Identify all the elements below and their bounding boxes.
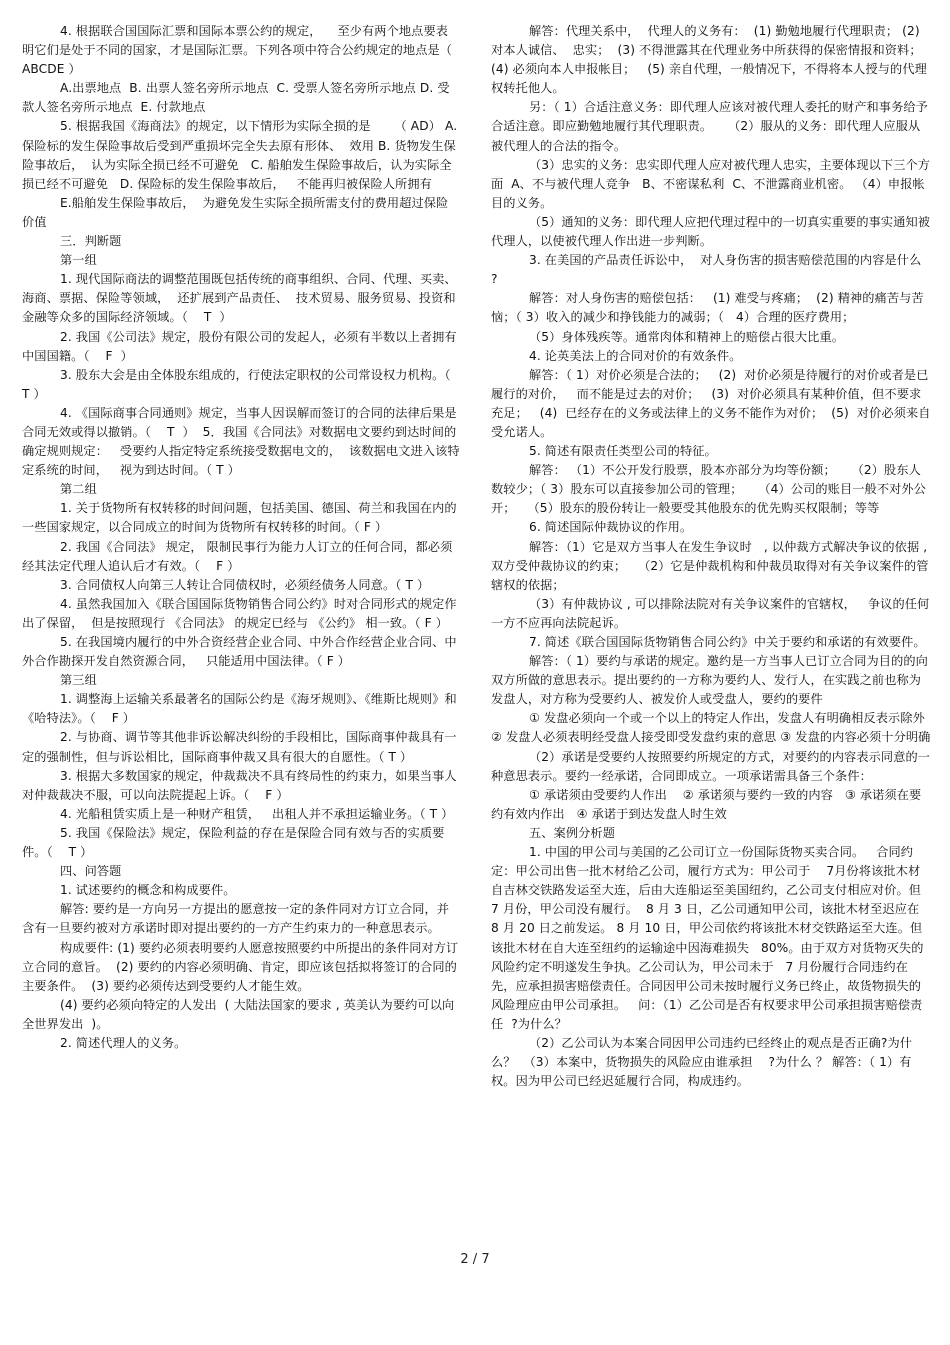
paragraph: （3）忠实的义务：忠实即代理人应对被代理人忠实，主要体现以下三个方面 A、不与被代理人竞争 B、不密谋私利 C、不泄露商业机密。 （4）申报帐目的义务。 [491, 157, 931, 210]
paragraph: 2. 简述代理人的义务。 [60, 1035, 187, 1050]
paragraph: 四、问答题 [60, 864, 122, 879]
paragraph: 2. 与协商、调节等其他非诉讼解决纠纷的手段相比，国际商事仲裁具有一定的强制性，但与诉讼相比，国际商事仲裁又具有很大的自愿性。（ T ） [22, 730, 457, 764]
paragraph: 解答：（ 1）要约与承诺的规定。邀约是一方当事人已订立合同为目的的向双方所做的意思表示。提出要约的一方称为要约人、发行人，在实践之前也称为发盘人，对方称为受要约人、被发价人或受盘人，要约的要件 [491, 654, 928, 707]
paragraph: 第三组 [60, 673, 97, 688]
paragraph: 3. 在美国的产品责任诉讼中， 对人身伤害的损害赔偿范围的内容是什么 ? [491, 253, 926, 287]
paragraph: ① 发盘必须向一个或一个以上的特定人作出，发盘人有明确相反表示除外 ② 发盘人必须表明经受盘人接受即受发盘约束的意思 ③ 发盘的内容必须十分明确 [491, 711, 933, 745]
paragraph: （2）乙公司认为本案合同因甲公司违约已经终止的观点是否正确?为什么？ （3）本案中，货物损失的风险应由谁承担 ?为什么 ？ 解答：（ 1）有权。因为甲公司已经迟延履行合同，构成违约。 [491, 1035, 913, 1089]
paragraph: 解答：对人身伤害的赔偿包括： (1) 难受与疼痛； (2) 精神的痛苦与苦恼；（ 3）收入的减少和挣钱能力的减弱；（ 4）合理的医疗费用； [491, 291, 924, 325]
paragraph: 另：（ 1）合适注意义务：即代理人应该对被代理人委托的财产和事务给予合适注意。即应勤勉地履行其代理职责。 （2）服从的义务：即代理人应服从被代理人的合法的指令。 [491, 100, 928, 153]
paragraph: 3. 根据大多数国家的规定，仲裁裁决不具有终局性的约束力，如果当事人对仲裁裁决不服，可以向法院提起上诉。（ F ） [22, 768, 457, 802]
paragraph: 3. 合同债权人向第三人转让合同债权时，必须经债务人同意。（ T ） [60, 577, 430, 592]
paragraph: 5. 根据我国《海商法》的规定，以下情形为实际全损的是 （ AD） A.保险标的发生保险事故后受到严重损坏完全失去原有形体、 效用 B. 货物发生保险事故后， 认为实际全损已经不可避免 C. 船舶发生保险事故后，认为实际全损已经不可避免 D. 保险标的发生保险事故后， 不能再归被保险人所拥有 [22, 119, 458, 191]
paragraph: 解答：（1）它是双方当事人在发生争议时 , 以仲裁方式解决争议的依据 , 双方受仲裁协议的约束； （2）它是仲裁机构和仲裁员取得对有关争议案件的管辖权的依据； [491, 539, 932, 592]
right-column [491, 22, 936, 1091]
paragraph: ① 承诺须由受要约人作出 ② 承诺须与要约一致的内容 ③ 承诺须在要约有效内作出 ④ 承诺于到达发盘人时生效 [491, 787, 922, 821]
paragraph: 解答： （1）不公开发行股票，股本亦部分为均等份额； （2）股东人数较少；（ 3）股东可以直接参加公司的管理； （4）公司的账目一般不对外公开； （5）股东的股份转让一般要受其他股东的优先购买权限制；等等 [491, 463, 926, 516]
paragraph: 1. 调整海上运输关系最著名的国际公约是《海牙规则》、《维斯比规则》和《哈特法》。（ F ） [22, 692, 457, 726]
paragraph: 五、案例分析题 [529, 825, 616, 840]
paragraph: 构成要件: (1) 要约必须表明要约人愿意按照要约中所提出的条件同对方订立合同的意旨。 (2) 要约的内容必须明确、肯定，即应该包括拟将签订的合同的主要条件。 (3) 要约必须传达到受要约人才能生效。 [22, 940, 459, 993]
paragraph: （2）承诺是受要约人按照要约所规定的方式，对要约的内容表示同意的一种意思表示。要约一经承诺，合同即成立。一项承诺需具备三个条件： [491, 749, 931, 783]
paragraph: 4. 根据联合国国际汇票和国际本票公约的规定， 至少有两个地点要表明它们是处于不同的国家，才是国际汇票。下列各项中符合公约规定的地点是（ ABCDE ） [22, 24, 457, 77]
paragraph: 4. 虽然我国加入《联合国国际货物销售合同公约》时对合同形式的规定作出了保留， 但是按照现行 《合同法》 的规定已经与 《公约》 相一致。（ F ） [22, 596, 457, 630]
paragraph: E.船舶发生保险事故后， 为避免发生实际全损所需支付的费用超过保险价值 [22, 195, 449, 229]
paragraph: 3. 股东大会是由全体股东组成的，行使法定职权的公司常设权力机构。（ T ） [22, 367, 455, 401]
paragraph: 4. 光船租赁实质上是一种财产租赁， 出租人并不承担运输业务。（ T ） [60, 806, 454, 821]
paragraph: 2. 我国《合同法》 规定， 限制民事行为能力人订立的任何合同，都必须经其法定代理人追认后才有效。（ F ） [22, 539, 453, 573]
page-number: 2 / 7 [460, 1252, 490, 1267]
paragraph: 4. 《国际商事合同通则》规定，当事人因误解而签订的合同的法律后果是合同无效或得以撤销。（ T ） 5．我国《合同法》对数据电文要约到达时间的确定规则规定： 受要约人指定特定系统接受数据电文的， 该数据电文进入该特定系统的时间， 视为到达时间。（ T ） [22, 405, 460, 478]
paragraph: 解答: 要约是一方向另一方提出的愿意按一定的条件同对方订立合同，并含有一旦要约被对方承诺时即对提出要约的一方产生约束力的一种意思表示。 [22, 902, 450, 936]
paragraph: 1. 现代国际商法的调整范围既包括传统的商事组织、合同、代理、买卖、海商、票据、保险等领域， 还扩展到产品责任、 技术贸易、服务贸易、投资和金融等众多的国际经济领域。（ T ） [22, 272, 457, 325]
paragraph: （5）身体残疾等。通常肉体和精神上的赔偿占很大比重。 [529, 329, 845, 344]
paragraph: 4. 论英美法上的合同对价的有效条件。 [529, 348, 742, 363]
paragraph: 解答：代理关系中， 代理人的义务有： (1) 勤勉地履行代理职责； (2) 对本人诚信、 忠实； (3) 不得泄露其在代理业务中所获得的保密情报和资料； (4) 必须向本人申报帐目； (5) 亲自代理，一般情况下，不得将本人授与的代理权转托他人。 [491, 24, 930, 96]
paragraph: A.出票地点 B. 出票人签名旁所示地点 C. 受票人签名旁所示地点 D. 受款人签名旁所示地点 E. 付款地点 [22, 81, 450, 115]
paragraph: 6. 简述国际仲裁协议的作用。 [529, 520, 693, 535]
paragraph: 解答：（ 1）对价必须是合法的； (2) 对价必须是待履行的对价或者是已履行的对价， 而不能是过去的对价； (3) 对价必须具有某种价值，但不要求充足； (4) 已经存在的义务或法律上的义务不能作为对价； (5) 对价必须来自受允诺人。 [491, 367, 931, 439]
paragraph: 1. 试述要约的概念和构成要件。 [60, 883, 236, 898]
paragraph: 5. 简述有限责任类型公司的特征。 [529, 444, 717, 459]
paragraph: 三．判断题 [60, 234, 122, 249]
paragraph: 1. 关于货物所有权转移的时间问题，包括美国、德国、荷兰和我国在内的一些国家规定，以合同成立的时间为货物所有权转移的时间。（ F ） [22, 501, 457, 535]
paragraph: 5. 在我国境内履行的中外合资经营企业合同、中外合作经营企业合同、中外合作勘探开发自然资源合同， 只能适用中国法律。（ F ） [22, 635, 457, 669]
paragraph: 1. 中国的甲公司与美国的乙公司订立一份国际货物买卖合同。 合同约定：甲公司出售一批木材给乙公司，履行方式为：甲公司于 7月份将该批木材自吉林交铁路发运至大连，后由大连船运至美国纽约，乙公司支付相应对价。但 7 月份，甲公司没有履行。 8 月 3 日，乙公司通知甲公司，该批木材至迟应在 8 月 20 日之前发运。 8 月 10 日，甲公司依约将该批木材交铁路运至大连。但该批木材在自大连至纽约的运输途中因海难损失 80%。由于双方对货物灭失的风险约定不明遂发生争执。乙公司认为，甲公司未于 7 月份履行合同违约在先，应承担损害赔偿责任。合同因甲公司未按时履行义务已终止，故货物损失的风险理应由甲公司承担。 问：（1）乙公司是否有权要求甲公司承担损害赔偿责任 ?为什么？ [491, 845, 936, 1031]
paragraph: 2. 我国《公司法》规定，股份有限公司的发起人，必须有半数以上者拥有中国国籍。（ F ） [22, 329, 457, 363]
paragraph: 第二组 [60, 482, 97, 497]
paragraph: （3）有仲裁协议 , 可以排除法院对有关争议案件的官辖权， 争议的任何一方不应再向法院起诉。 [491, 596, 930, 630]
paragraph: 第一组 [60, 253, 97, 268]
left-column [22, 22, 460, 1053]
paragraph: 7. 简述《联合国国际货物销售合同公约》中关于要约和承诺的有效要件。 [529, 635, 926, 649]
paragraph: 5. 我国《保险法》规定，保险利益的存在是保险合同有效与否的实质要件。（ T ） [22, 825, 445, 860]
paragraph: （5）通知的义务：即代理人应把代理过程中的一切真实重要的事实通知被代理人，以使被代理人作出进一步判断。 [491, 214, 931, 249]
paragraph: (4) 要约必须向特定的人发出 ( 大陆法国家的要求 , 英美认为要约可以向全世界发出 )。 [22, 997, 455, 1031]
